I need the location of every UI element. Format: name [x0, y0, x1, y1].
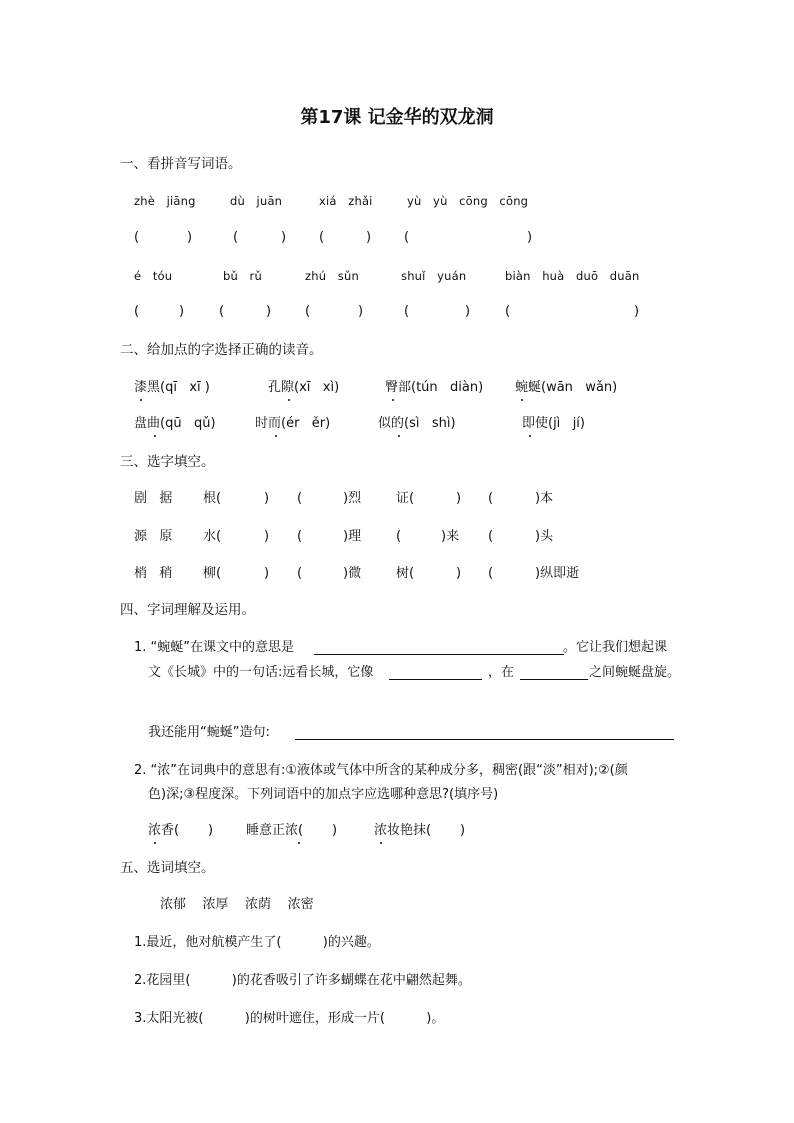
section4-heading: 四、字词理解及运用。: [120, 602, 255, 618]
pinyin-item: é tóu: [134, 269, 173, 283]
answer-open-paren: (: [319, 230, 325, 245]
pronunciation-item: 漆黑(qī xī ): [134, 380, 210, 395]
emphasis-dot: [380, 842, 382, 844]
pronunciation-item: 盘曲(qū qǔ): [134, 416, 216, 431]
fill-word: ): [456, 491, 462, 506]
emphasis-dot: [392, 399, 394, 401]
fill-word: 树(: [396, 566, 415, 581]
emphasis-dot: [154, 435, 156, 437]
emphasis-dot: [529, 435, 531, 437]
pinyin-item: xiá zhǎi: [319, 194, 373, 208]
question-text: 2. “浓”在词典中的意思有:①液体或气体中所含的某种成分多，稠密(跟“淡”相对);②(颜: [134, 763, 628, 778]
answer-open-paren: (: [505, 304, 511, 319]
char-choices: 剧 据: [134, 491, 173, 506]
pinyin-item: dù juān: [230, 194, 283, 208]
meaning-item: 浓香( ): [148, 823, 214, 838]
question-text: 文《长城》中的一句话:远看长城，它像: [148, 665, 374, 680]
answer-close-paren: ): [366, 230, 372, 245]
fill-word: 根(: [203, 491, 222, 506]
fill-word: )来: [441, 529, 460, 544]
pinyin-item: biàn huà duō duān: [505, 269, 640, 283]
fill-word: 柳(: [203, 566, 222, 581]
question-text: 我还能用“蜿蜒”造句:: [148, 725, 270, 740]
answer-blank-line: [389, 679, 482, 680]
pronunciation-item: 孔隙(xī xì): [268, 380, 340, 395]
fill-word: (: [297, 491, 303, 506]
section1-heading: 一、看拼音写词语。: [120, 156, 242, 172]
answer-open-paren: (: [305, 304, 311, 319]
emphasis-dot: [275, 435, 277, 437]
sentence-item: 1.最近，他对航模产生了( )的兴趣。: [134, 935, 380, 950]
fill-word: ): [456, 566, 462, 581]
answer-close-paren: ): [634, 304, 640, 319]
fill-word: )烈: [343, 491, 362, 506]
pinyin-item: zhè jiāng: [134, 194, 196, 208]
answer-blank-line: [295, 739, 674, 740]
fill-word: (: [297, 529, 303, 544]
emphasis-dot: [288, 399, 290, 401]
answer-close-paren: ): [527, 230, 533, 245]
section2-heading: 二、给加点的字选择正确的读音。: [120, 342, 323, 358]
emphasis-dot: [521, 399, 523, 401]
pronunciation-item: 似的(sì shì): [378, 416, 456, 431]
fill-word: 水(: [203, 529, 222, 544]
answer-blank-line: [314, 654, 564, 655]
emphasis-dot: [398, 435, 400, 437]
char-choices: 梢 稍: [134, 566, 173, 581]
sentence-item: 3.太阳光被( )的树叶遮住，形成一片( )。: [134, 1011, 445, 1026]
fill-word: (: [488, 529, 494, 544]
fill-word: ): [264, 529, 270, 544]
pronunciation-item: 时而(ér ěr): [255, 416, 331, 431]
fill-word: )微: [343, 566, 362, 581]
pronunciation-item: 即使(jì jí): [522, 416, 585, 431]
fill-word: )纵即逝: [535, 566, 580, 581]
answer-open-paren: (: [233, 230, 239, 245]
pinyin-item: bǔ rǔ: [223, 269, 262, 283]
answer-open-paren: (: [134, 304, 140, 319]
question-text: 之间蜿蜒盘旋。: [589, 665, 681, 680]
char-choices: 源 原: [134, 529, 173, 544]
question-text: 1. “蜿蜒”在课文中的意思是: [134, 640, 295, 655]
fill-word: (: [297, 566, 303, 581]
meaning-item: 浓妆艳抹( ): [374, 823, 466, 838]
answer-close-paren: ): [266, 304, 272, 319]
answer-close-paren: ): [358, 304, 364, 319]
meaning-item: 睡意正浓( ): [246, 823, 338, 838]
pinyin-item: yù yù cōng cōng: [407, 194, 529, 208]
fill-word: (: [488, 491, 494, 506]
fill-word: (: [488, 566, 494, 581]
fill-word: ): [264, 491, 270, 506]
answer-close-paren: ): [281, 230, 287, 245]
answer-open-paren: (: [219, 304, 225, 319]
pinyin-item: shuǐ yuán: [401, 269, 467, 283]
answer-close-paren: ): [179, 304, 185, 319]
fill-word: )头: [535, 529, 554, 544]
fill-word: )理: [343, 529, 362, 544]
word-bank: 浓郁 浓厚 浓荫 浓密: [160, 897, 314, 912]
fill-word: 证(: [396, 491, 415, 506]
question-text: ，在: [488, 665, 515, 680]
fill-word: ): [264, 566, 270, 581]
pinyin-item: zhú sǔn: [305, 269, 359, 283]
fill-word: )本: [535, 491, 554, 506]
pronunciation-item: 臀部(tún diàn): [385, 380, 484, 395]
answer-open-paren: (: [404, 230, 410, 245]
section3-heading: 三、选字填空。: [120, 454, 215, 470]
sentence-item: 2.花园里( )的花香吸引了许多蝴蝶在花中翩然起舞。: [134, 973, 471, 988]
emphasis-dot: [298, 842, 300, 844]
fill-word: (: [396, 529, 402, 544]
answer-open-paren: (: [404, 304, 410, 319]
page-title: 第17课 记金华的双龙洞: [300, 107, 494, 128]
emphasis-dot: [154, 842, 156, 844]
answer-open-paren: (: [134, 230, 140, 245]
answer-blank-line: [520, 679, 588, 680]
question-text: 。它让我们想起课: [563, 640, 668, 655]
answer-close-paren: ): [465, 304, 471, 319]
question-text: 色)深;③程度深。下列词语中的加点字应选哪种意思?(填序号): [148, 787, 499, 802]
emphasis-dot: [140, 399, 142, 401]
pronunciation-item: 蜿蜒(wān wǎn): [515, 380, 618, 395]
section5-heading: 五、选词填空。: [120, 860, 215, 876]
answer-close-paren: ): [187, 230, 193, 245]
